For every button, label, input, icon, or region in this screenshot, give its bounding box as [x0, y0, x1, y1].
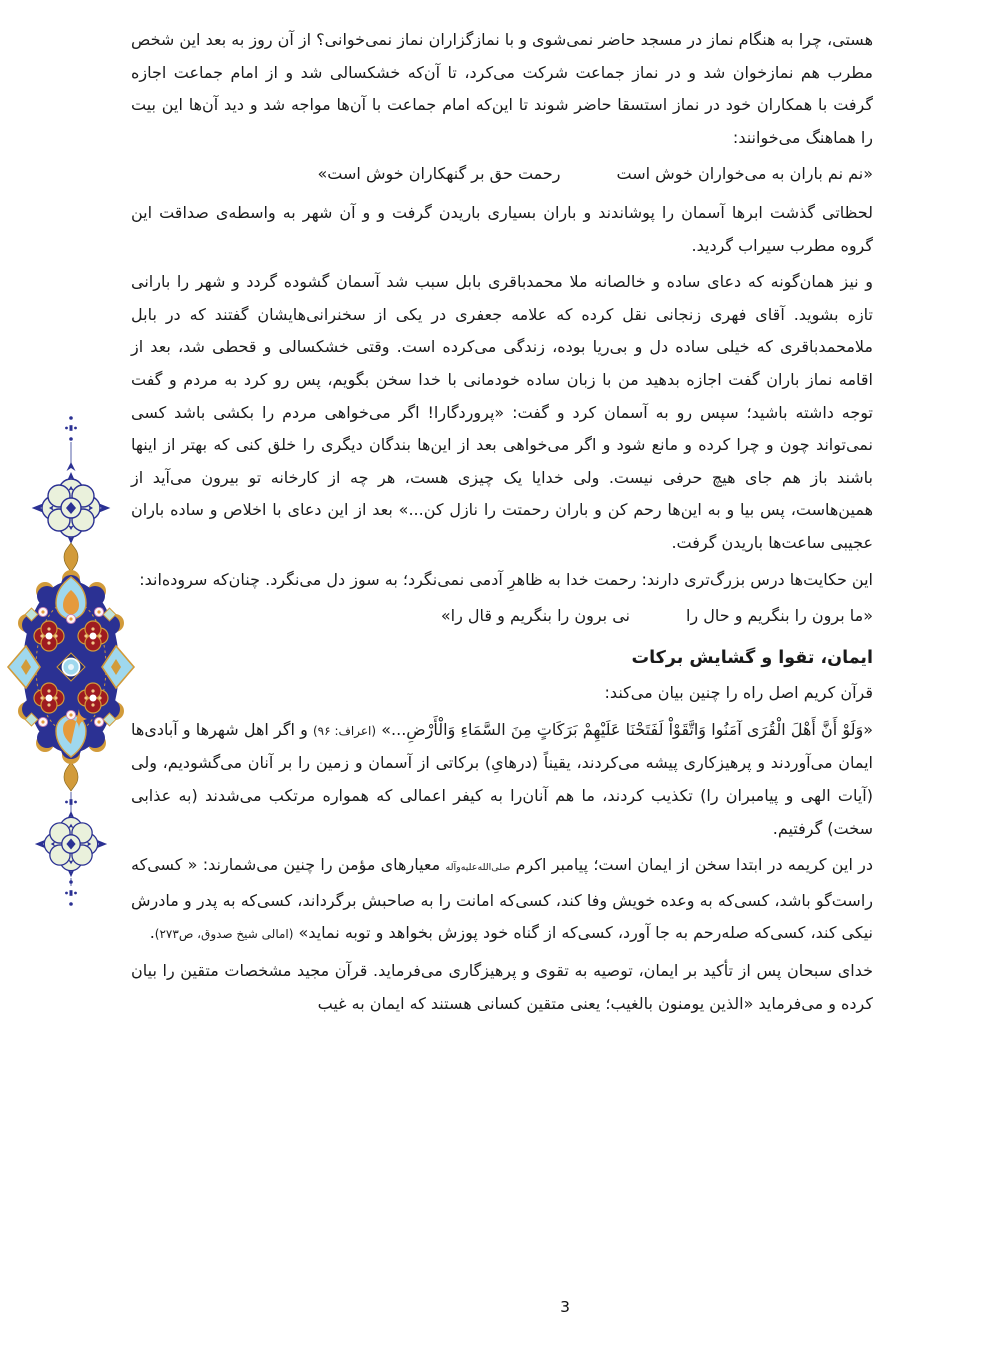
criteria-body: معیارهای مؤمن را چنین می‌شمارند: « کسی‌که راست‌گو باشد، کسی‌که به وعده خویش وفا کند، کسی‌که امانت را به صاحبش برگرداند، کسی‌که به پدر و مادرش نیکی کند، کسی‌که صله‌رحم به جا آورد، کسی‌که از گناه خود پوزش بخواهد و توبه نماید»	[131, 855, 873, 943]
section-heading-faith-taqwa: ایمان، تقوا و گشایش برکات	[631, 647, 873, 668]
hadith-reference: (امالی شیخ صدوق، ص۲۷۳)	[154, 927, 294, 942]
verse-hemistich-left: رحمت حق بر گنهکاران خوش است»	[317, 164, 561, 184]
criteria-intro: در این کریمه در ابتدا سخن از ایمان است؛ پیامبر اکرم	[515, 855, 874, 875]
paragraph-rain-result: لحظاتی گذشت ابرها آسمان را پوشاندند و باران بسیاری باریدن گرفت و و آن شهر به واسطه‌ی صداقت این گروه مطرب سیراب گردید.	[131, 202, 873, 255]
paragraph-prophet-criteria	[131, 849, 873, 951]
page-number: 3	[560, 1298, 570, 1316]
central-medallion	[8, 543, 134, 791]
paragraph-quran-verse	[131, 714, 873, 845]
persian-medallion-ornament-icon	[3, 412, 138, 912]
quran-translation: و اگر اهل شهرها و آبادی‌ها ایمان می‌آوردند و پرهیزکاری پیشه می‌کردند، یقیناً (درهایِ) برکاتی از آسمان و زمین را بر آنان می‌گشودیم، ولی (آیات الهی و پیامبران را) تکذیب کردند، ما هم آنان‌را به کیفر اعمالی که همواره مرتکب می‌شدند (به عذابی سخت) گرفتیم.	[131, 719, 873, 838]
paragraph-lesson: این حکایت‌ها درس بزرگ‌تری دارند: رحمت خدا به ظاهرِ آدمی نمی‌نگرد؛ به سوز دل می‌نگرد. چنان‌که سروده‌اند:	[139, 569, 873, 589]
verse-hemistich-right: «ما برون را بنگریم و حال را	[685, 606, 873, 626]
paragraph-taqwa-definition: خدای سبحان پس از تأکید بر ایمان، توصیه به تقوی و پرهیزگاری می‌فرماید. قرآن مجید مشخصات متقین را بیان کرده و می‌فرماید «الذین یومنون بالغیب؛ یعنی متقین کسانی هستند که ایمان به غیب	[131, 961, 873, 1013]
bottom-finial	[65, 878, 77, 906]
paragraph-mulla-mohammadbagheri: و نیز همان‌گونه که دعای ساده و خالصانه ملا محمدباقری بابل سبب شد آسمان گشوده گردد و شهر را بارانی تازه بشوید. آقای فهری زنجانی نقل کرده که علامه جعفری در یکی از سخنرانی‌هایشان گفتند که در بابل ملامحمدباقری که خیلی ساده دل و بی‌ریا بوده، زندگی می‌کرده است. وقتی خشکسالی و قحطی شد، بعد از اقامه نماز باران گفت اجازه بدهید من با زبان ساده خودمانی با خدا سخن بگویم، پس رو کرد به مردم و گفت توجه داشته باشید؛ سپس رو به آسمان کرد و گفت: «پروردگارا! اگر می‌خواهی مردم را بکشی باشد کسی نمی‌تواند چون و چرا کرده و مانع شود و اگر می‌خواهی بعد از این‌ها بندگان دیگری را خلق کنی که بهتر از اینها باشند باز هم جای هیچ حرفی نیست. ولی خدایا یک چیزی هست، هر چه از کارخانه تو بیرون می‌آید از همین‌هاست، پس بیا و به این‌ها رحم کن و باران رحمتت را نازل کن...» بعد از این دعای با اخلاص و ساده باران عجیبی ساعت‌ها باریدن گرفت.	[131, 272, 873, 552]
top-finial	[65, 416, 77, 471]
quran-reference: (اعراف: ۹۶)	[312, 723, 377, 738]
paragraph-quran-intro: قرآن کریم اصل راه را چنین بیان می‌کند:	[604, 683, 873, 703]
quran-quote: «وَلَوْ أَنَّ أَهْلَ الْقُرَى آمَنُوا وَاتَّقَوْاْ لَفَتَحْنَا عَلَيْهِمْ بَرَكَاتٍ مِنَ السَّمَاءِ وَالْأَرْضِ...»	[381, 719, 874, 739]
verse-couplet-appearance	[131, 600, 873, 633]
verse-hemistich-left: نی برون را بنگریم و قال را»	[440, 606, 630, 626]
text-column	[131, 24, 873, 1024]
paragraph-story-musician: هستی، چرا به هنگام نماز در مسجد حاضر نمی‌شوی و با نمازگزاران نماز نمی‌خوانی؟ از آن روز به بعد این شخص مطرب هم نمازخوان شد و در نماز جماعت شرکت می‌کرد، تا آن‌که خشکسالی شد و از امام جماعت اجازه گرفت با همکاران خود در نماز استسقا حاضر شوند تا این‌که امام جماعت با آن‌ها مواجه شد و دید آن‌ها این بیت را هماهنگ می‌خوانند:	[131, 30, 873, 147]
prophet-honorific: صلی‌الله‌علیه‌وآله	[445, 862, 511, 874]
verse-couplet-rain	[131, 158, 873, 191]
ornament-column	[3, 412, 138, 912]
sentence-end: .	[149, 923, 155, 943]
verse-hemistich-right: «نم نم باران به می‌خواران خوش است	[616, 164, 873, 184]
